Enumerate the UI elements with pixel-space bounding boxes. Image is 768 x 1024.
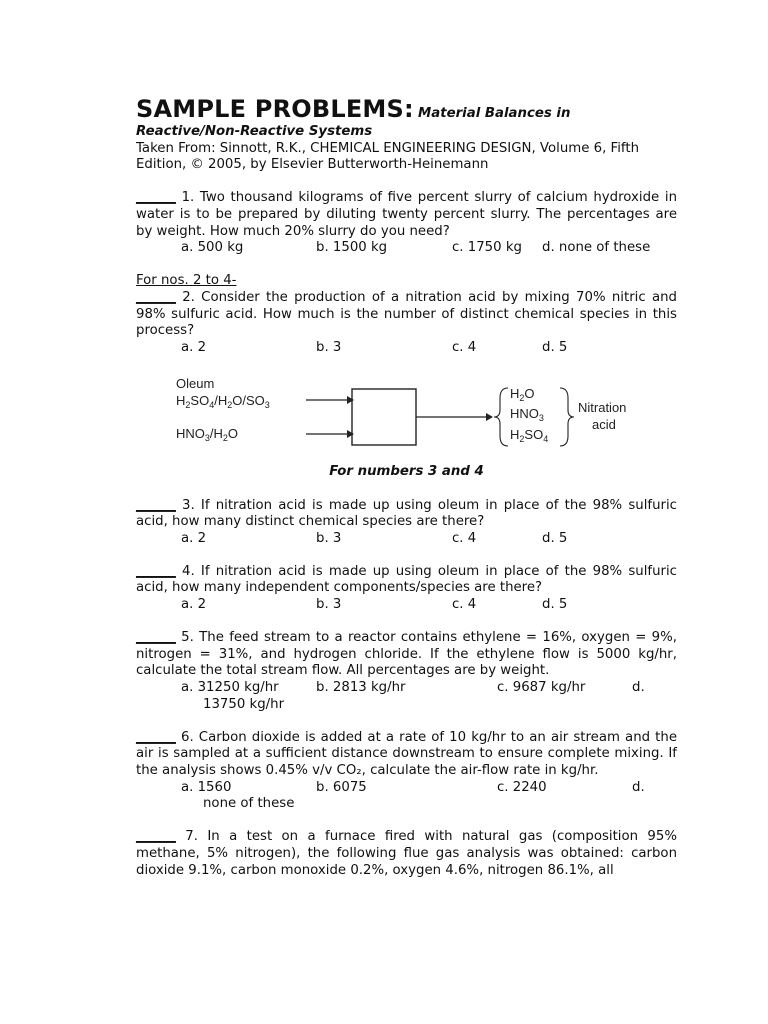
choice-b: b. 2813 kg/hr [316, 680, 406, 696]
choice-a: a. 2 [181, 530, 207, 546]
answer-blank: ______ [136, 190, 176, 206]
choice-d: d. none of these [542, 240, 651, 256]
choice-a: a. 1560 [181, 779, 232, 795]
choice-d-text: none of these [203, 796, 295, 812]
process-diagram [136, 368, 677, 460]
question-3-choices [136, 531, 677, 548]
diagram-caption: For numbers 3 and 4 [329, 464, 484, 480]
product-h2so4: $H_2SO_4$ [510, 427, 549, 445]
right-brace [560, 388, 574, 446]
question-3-text: 3. If nitration acid is made up using oleum in place of the 98% sulfuric acid, how many distinct chemical species are there? [136, 497, 677, 530]
page-title: SAMPLE PROBLEMS: [136, 95, 414, 123]
choice-c: c. 1750 kg [452, 240, 522, 256]
answer-blank: ______ [136, 497, 176, 513]
question-2 [136, 290, 677, 340]
question-6-text: 6. Carbon dioxide is added at a rate of 10 kg/hr to an air stream and the air is sampled at a sufficient distance downstream to ensure complete mixing. If the analysis shows 0.45% v/v CO₂, calculate the air-flow rate in kg/hr. [136, 729, 677, 778]
output-label-line1: Nitration [578, 400, 627, 416]
feed-2-formula: $HNO_3/H_2O$ [176, 426, 239, 444]
product-hno3: $HNO_3$ [510, 406, 544, 424]
output-label-line2: acid [592, 417, 616, 433]
answer-blank: ______ [136, 829, 176, 845]
choice-b: b. 3 [316, 339, 342, 355]
choice-a: a. 2 [181, 597, 207, 613]
question-4 [136, 564, 677, 597]
page-subtitle-continued: Reactive/Non-Reactive Systems [136, 124, 373, 139]
choice-c: c. 4 [452, 597, 477, 613]
question-1 [136, 190, 677, 240]
feed-1-formula: $H_2SO_4/H_2O/SO_3$ [176, 393, 270, 411]
question-5-text: 5. The feed stream to a reactor contains ethylene = 16%, oxygen = 9%, nitrogen = 31%, and hydrogen chloride. If the ethylene flow is 5000 kg/hr, calculate the total stream flow. All percentages are by weight. [136, 630, 677, 679]
choice-d: d. [632, 779, 645, 795]
question-3 [136, 498, 677, 531]
question-4-choices [136, 597, 677, 614]
choice-c: c. 4 [452, 339, 477, 355]
choice-c: c. 9687 kg/hr [497, 680, 586, 696]
choice-c: c. 2240 [497, 779, 547, 795]
choice-d: d. 5 [542, 339, 568, 355]
oleum-label: Oleum [176, 376, 215, 392]
choice-b: b. 3 [316, 530, 342, 546]
document-page [136, 96, 677, 879]
title-line [136, 96, 677, 122]
choice-a: a. 500 kg [181, 240, 244, 256]
left-brace [494, 388, 508, 446]
answer-blank: ______ [136, 729, 176, 745]
choice-d: d. 5 [542, 597, 568, 613]
page-subtitle: Material Balances in [418, 106, 571, 121]
source-citation: Taken From: Sinnott, R.K., CHEMICAL ENGINEERING DESIGN, Volume 6, Fifth Edition, © 2005, by Elsevier Butterworth-Heinemann [136, 140, 639, 173]
answer-blank: ______ [136, 289, 176, 305]
question-2-choices [136, 340, 677, 357]
group-label: For nos. 2 to 4- [136, 273, 237, 289]
feed-1-arrowhead [347, 396, 354, 404]
choice-b: b. 3 [316, 597, 342, 613]
question-1-text: 1. Two thousand kilograms of five percent slurry of calcium hydroxide in water is to be prepared by diluting twenty percent slurry. The percentages are by weight. How much 20% slurry do you need? [136, 190, 677, 239]
choice-c: c. 4 [452, 530, 477, 546]
question-5-choices [136, 680, 677, 697]
product-h2o: $H_2O$ [510, 386, 535, 404]
choice-a: a. 2 [181, 339, 207, 355]
feed-2-arrowhead [347, 430, 354, 438]
product-arrowhead [486, 413, 493, 421]
choice-b: b. 6075 [316, 779, 367, 795]
choice-d: d. [632, 680, 645, 696]
choice-d-text: 13750 kg/hr [203, 696, 285, 712]
answer-blank: ______ [136, 630, 176, 646]
question-6 [136, 730, 677, 780]
choice-d: d. 5 [542, 530, 568, 546]
question-2-text: 2. Consider the production of a nitration acid by mixing 70% nitric and 98% sulfuric acid. How much is the number of distinct chemical species in this process? [136, 289, 677, 339]
choice-a: a. 31250 kg/hr [181, 680, 279, 696]
question-5 [136, 630, 677, 680]
question-7-text: 7. In a test on a furnace fired with natural gas (composition 95% methane, 5% nitrogen), the following flue gas analysis was obtained: carbon dioxide 9.1%, carbon monoxide 0.2%, oxygen 4.6%, nitrogen 86.1%, all [136, 829, 677, 878]
mixer-box [352, 389, 416, 445]
process-flow-diagram [136, 368, 677, 460]
choice-b: b. 1500 kg [316, 240, 388, 256]
answer-blank: ______ [136, 563, 176, 579]
question-4-text: 4. If nitration acid is made up using oleum in place of the 98% sulfuric acid, how many independent components/species are there? [136, 563, 677, 596]
question-1-choices [136, 240, 677, 257]
question-7 [136, 829, 677, 879]
question-6-choices [136, 780, 677, 797]
